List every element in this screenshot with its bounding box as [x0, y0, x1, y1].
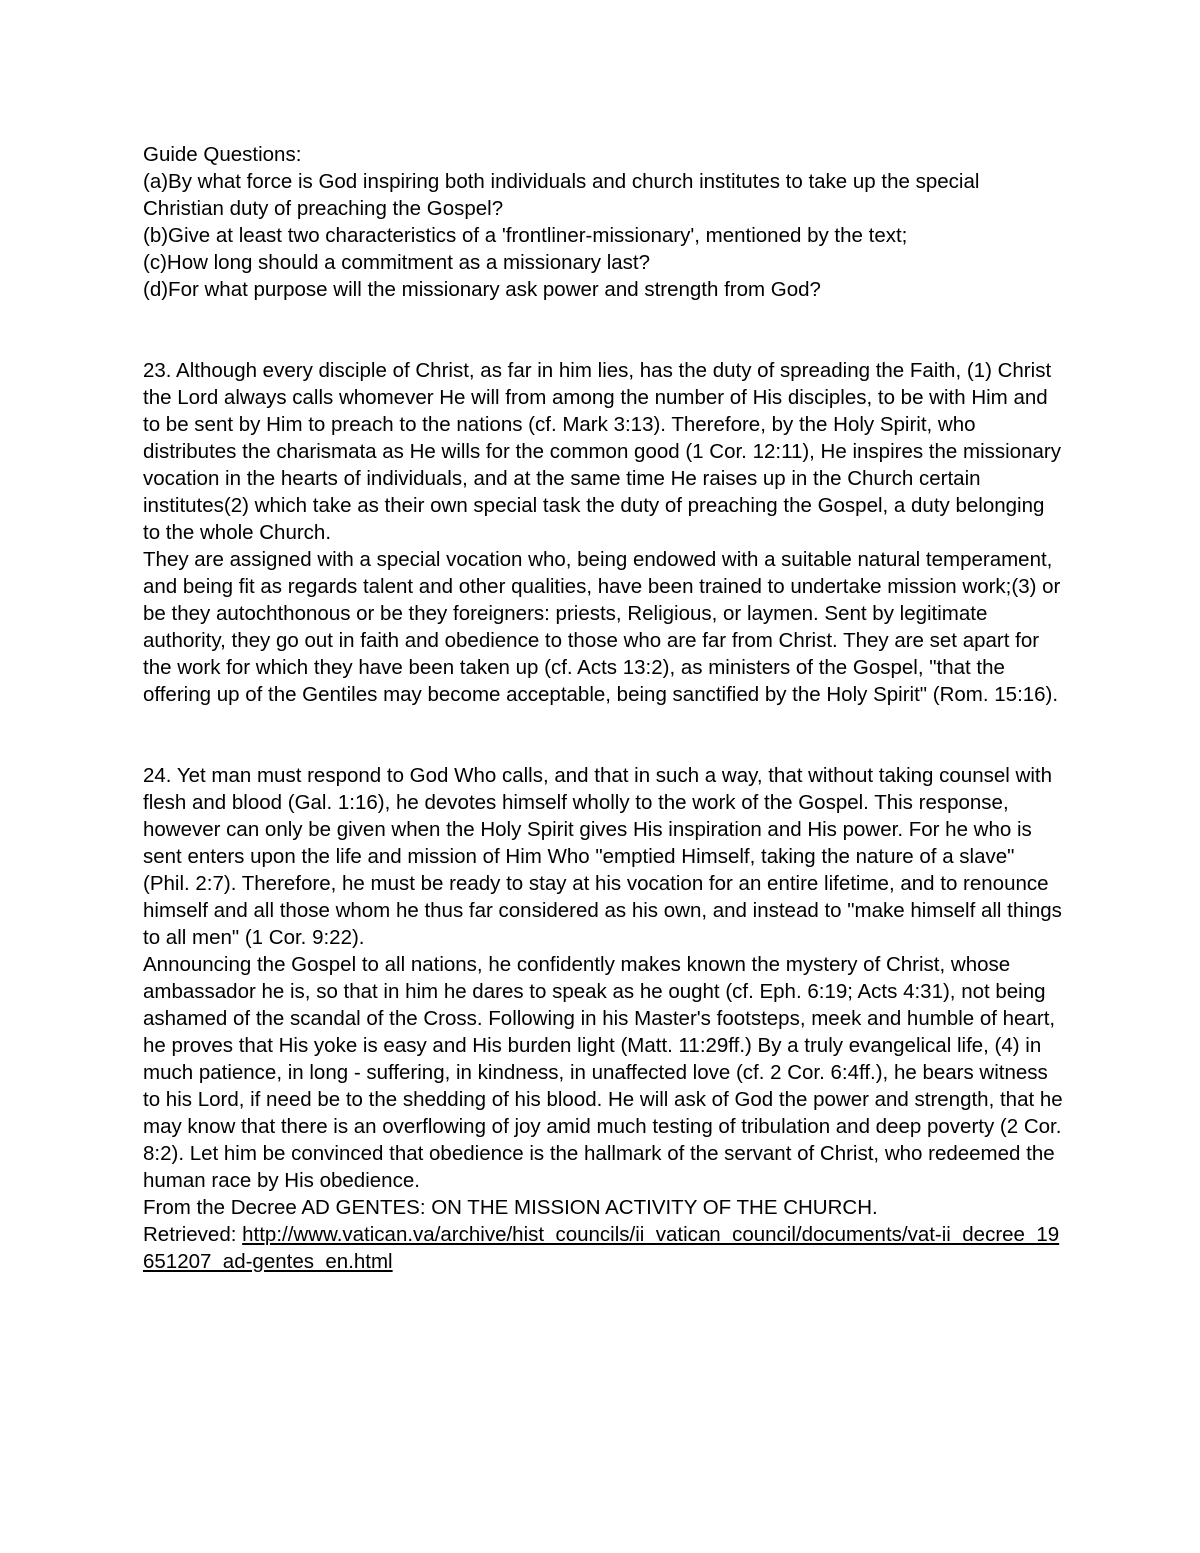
retrieved-label: Retrieved:	[143, 1223, 243, 1246]
section-24	[143, 762, 1063, 1275]
question-d: (d)For what purpose will the missionary ask power and strength from God?	[143, 278, 821, 301]
guide-heading: Guide Questions:	[143, 143, 302, 166]
section-23-paragraph-1: 23. Although every disciple of Christ, as far in him lies, has the duty of spreading the Faith, (1) Christ the Lord always calls whomever He will from among the number of His disciples, to be with Him and to be sent by Him to preach to the nations (cf. Mark 3:13). Therefore, by the Holy Spirit, who distributes the charismata as He wills for the common good (1 Cor. 12:11), He inspires the missionary vocation in the hearts of individuals, and at the same time He raises up in the Church certain institutes(2) which take as their own special task the duty of preaching the Gospel, a duty belonging to the whole Church.	[143, 359, 1061, 544]
section-24-paragraph-1: 24. Yet man must respond to God Who calls, and that in such a way, that without taking counsel with flesh and blood (Gal. 1:16), he devotes himself wholly to the work of the Gospel. This response, however can only be given when the Holy Spirit gives His inspiration and His power. For he who is sent enters upon the life and mission of Him Who "emptied Himself, taking the nature of a slave" (Phil. 2:7). Therefore, he must be ready to stay at his vocation for an entire lifetime, and to renounce himself and all those whom he thus far considered as his own, and instead to "make himself all things to all men" (1 Cor. 9:22).	[143, 764, 1062, 949]
guide-questions	[143, 141, 1063, 303]
section-23-paragraph-2: They are assigned with a special vocation who, being endowed with a suitable natural temperament, and being fit as regards talent and other qualities, have been trained to undertake mission work;(3) or be they autochthonous or be they foreigners: priests, Religious, or laymen. Sent by legitimate authority, they go out in faith and obedience to those who are far from Christ. They are set apart for the work for which they have been taken up (cf. Acts 13:2), as ministers of the Gospel, "that the offering up of the Gentiles may become acceptable, being sanctified by the Holy Spirit" (Rom. 15:16).	[143, 548, 1061, 706]
question-b: (b)Give at least two characteristics of a 'frontliner-missionary', mentioned by the text;	[143, 224, 908, 247]
question-a: (a)By what force is God inspiring both individuals and church institutes to take up the special Christian duty of preaching the Gospel?	[143, 170, 980, 220]
source-line: From the Decree AD GENTES: ON THE MISSION ACTIVITY OF THE CHURCH.	[143, 1196, 878, 1219]
retrieved-line	[143, 1221, 1063, 1275]
spacer	[143, 708, 1063, 762]
document-page	[143, 141, 1063, 1275]
spacer	[143, 303, 1063, 357]
question-c: (c)How long should a commitment as a missionary last?	[143, 251, 650, 274]
section-24-paragraph-2: Announcing the Gospel to all nations, he confidently makes known the mystery of Christ, whose ambassador he is, so that in him he dares to speak as he ought (cf. Eph. 6:19; Acts 4:31), not being ashamed of the scandal of the Cross. Following in his Master's footsteps, meek and humble of heart, he proves that His yoke is easy and His burden light (Matt. 11:29ff.) By a truly evangelical life, (4) in much patience, in long - suffering, in kindness, in unaffected love (cf. 2 Cor. 6:4ff.), he bears witness to his Lord, if need be to the shedding of his blood. He will ask of God the power and strength, that he may know that there is an overflowing of joy amid much testing of tribulation and deep poverty (2 Cor. 8:2). Let him be convinced that obedience is the hallmark of the servant of Christ, who redeemed the human race by His obedience.	[143, 953, 1063, 1192]
source-link[interactable]: http://www.vatican.va/archive/hist_councils/ii_vatican_council/documents/vat-ii_decree_19651207_ad-gentes_en.html	[143, 1223, 1060, 1273]
section-23	[143, 357, 1063, 708]
